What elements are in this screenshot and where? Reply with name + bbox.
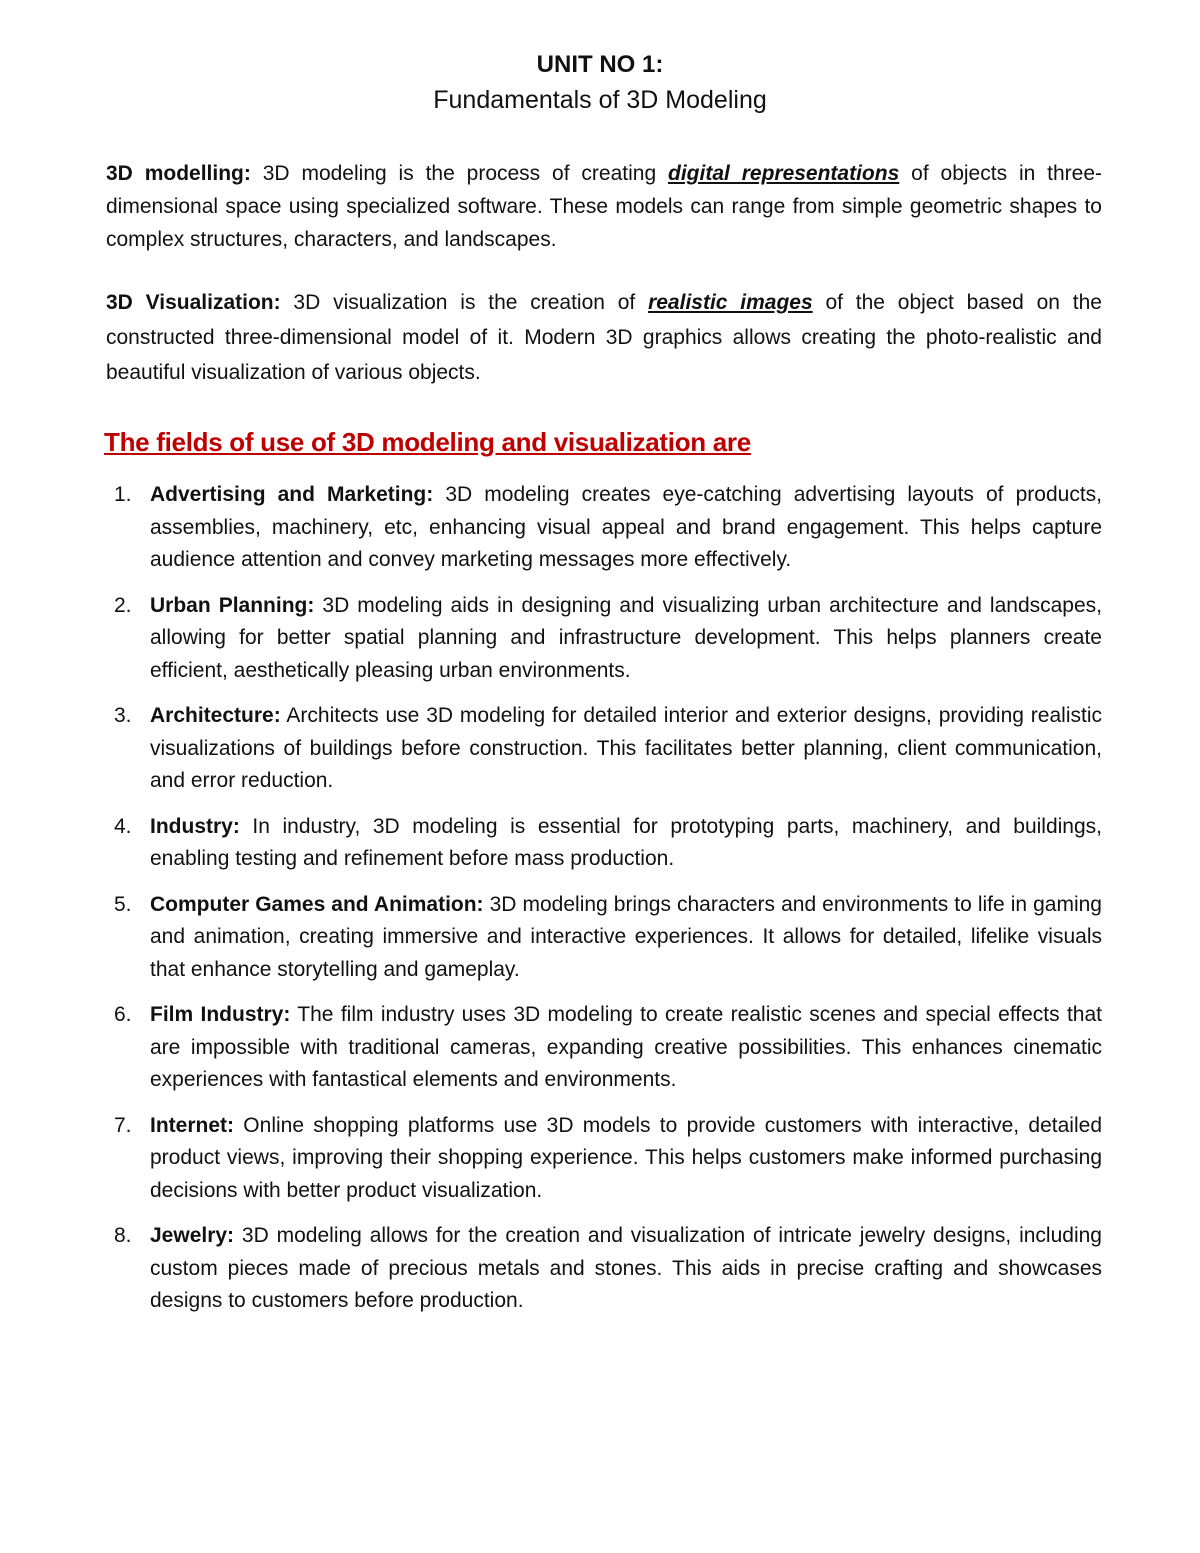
field-term: Advertising and Marketing:: [150, 483, 434, 506]
field-text: Online shopping platforms use 3D models to provide customers with interactive, detailed product views, improving their shopping experience. This helps customers make informed purchasing decisions with better product visualization.: [150, 1113, 1102, 1202]
field-text: In industry, 3D modeling is essential for prototyping parts, machinery, and buildings, enabling testing and refinement before mass production.: [150, 814, 1102, 870]
list-number: 2.: [114, 593, 132, 617]
field-item-architecture: [0, 700, 1102, 798]
field-item-urban-planning: [0, 590, 1102, 688]
field-text: 3D modeling brings characters and environments to life in gaming and animation, creating immersive and interactive experiences. It allows for detailed, lifelike visuals that enhance storytelling and gameplay.: [150, 892, 1102, 981]
definition-text: 3D visualization is the creation of: [280, 291, 649, 314]
field-text: 3D modeling allows for the creation and visualization of intricate jewelry designs, including custom pieces made of precious metals and stones. This aids in precise crafting and showcases designs to customers before production.: [150, 1224, 1102, 1312]
field-item-games-animation: [0, 889, 1102, 987]
field-item-industry: [0, 811, 1102, 876]
field-item-jewelry: [0, 1220, 1102, 1318]
field-term: Internet:: [150, 1113, 234, 1137]
field-term: Film Industry:: [150, 1003, 291, 1026]
definition-text: of the object based on the constructed three-dimensional model of it. Modern 3D graphics allows creating the photo-realistic and beautiful visualization of various objects.: [106, 291, 1102, 384]
list-number: 4.: [114, 814, 132, 838]
unit-subtitle: Fundamentals of 3D Modeling: [433, 86, 767, 114]
section-heading: The fields of use of 3D modeling and visualization are: [104, 427, 751, 457]
list-number: 3.: [114, 704, 132, 727]
list-number: 7.: [114, 1113, 132, 1137]
definition-text: 3D modeling is the process of creating: [250, 162, 669, 185]
list-number: 8.: [114, 1224, 132, 1247]
field-term: Industry:: [150, 814, 240, 838]
list-number: 1.: [114, 483, 132, 506]
field-text: 3D modeling aids in designing and visualizing urban architecture and landscapes, allowing for better spatial planning and infrastructure development. This helps planners create efficient, aesthetically pleasing urban environments.: [150, 593, 1102, 682]
field-text: 3D modeling creates eye-catching advertising layouts of products, assemblies, machinery, etc, enhancing visual appeal and brand engagement. This helps capture audience attention and convey marketing messages more effectively.: [150, 483, 1102, 571]
field-term: Architecture:: [150, 704, 281, 727]
unit-title: UNIT NO 1:: [536, 51, 664, 78]
field-item-film-industry: [0, 999, 1102, 1097]
field-text: The film industry uses 3D modeling to create realistic scenes and special effects that are impossible with traditional cameras, expanding creative possibilities. This enhances cinematic experiences with fantastical elements and environments.: [150, 1003, 1102, 1091]
definition-3d-visualization: [106, 285, 1102, 390]
field-term: Urban Planning:: [150, 593, 315, 617]
field-item-internet: [0, 1110, 1102, 1208]
definition-text: of objects in three-dimensional space using specialized software. These models can range from simple geometric shapes to complex structures, characters, and landscapes.: [106, 162, 1103, 251]
definition-term: 3D modelling:: [106, 162, 251, 185]
field-text: Architects use 3D modeling for detailed interior and exterior designs, providing realistic visualizations of buildings before construction. This facilitates better planning, client communication, and error reduction.: [150, 704, 1102, 792]
definition-emphasis: digital representations: [668, 162, 900, 185]
definition-emphasis: realistic images: [648, 291, 813, 314]
list-number: 6.: [114, 1003, 132, 1026]
field-term: Computer Games and Animation:: [150, 892, 484, 916]
field-term: Jewelry:: [150, 1224, 235, 1247]
field-item-advertising: [0, 479, 1102, 577]
fields-list: [0, 479, 1200, 1331]
definition-3d-modelling: [106, 157, 1102, 256]
list-number: 5.: [114, 892, 132, 916]
definition-term: 3D Visualization:: [106, 291, 281, 314]
